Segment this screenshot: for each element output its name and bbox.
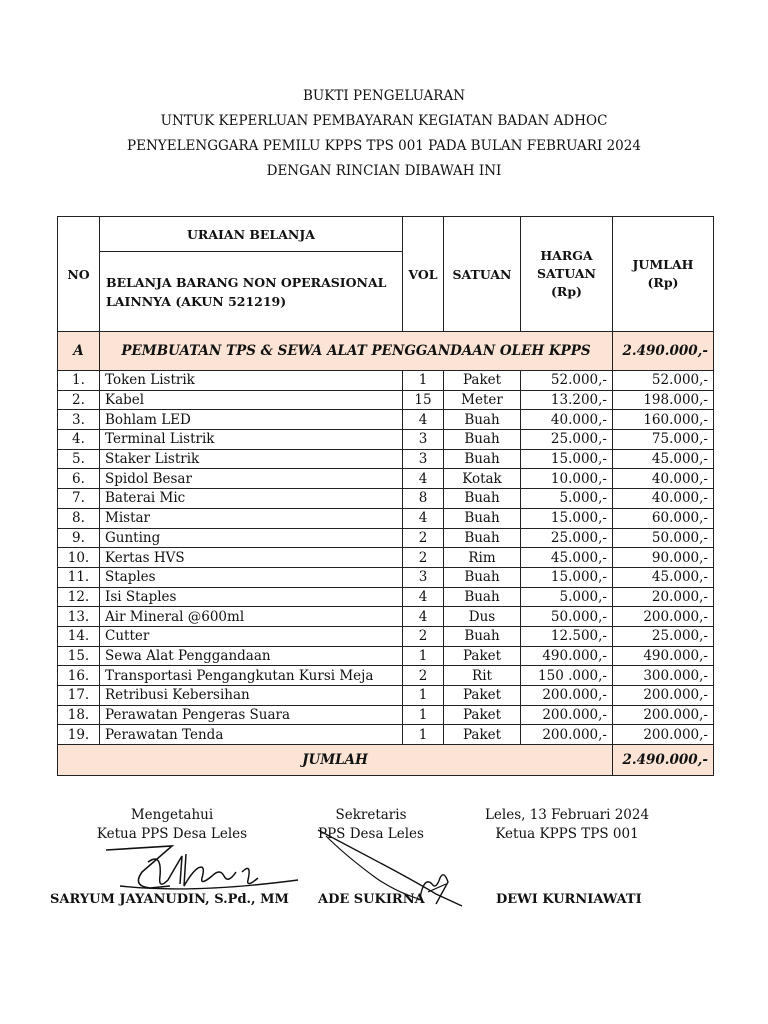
- row-no: 8.: [58, 508, 100, 528]
- expense-table: [57, 216, 714, 776]
- row-jumlah: 20.000,-: [613, 587, 714, 607]
- row-uraian: Gunting: [100, 528, 403, 548]
- sig-right-line1: Leles, 13 Februari 2024: [484, 807, 650, 823]
- row-vol: 2: [403, 528, 444, 548]
- row-satuan: Paket: [444, 705, 521, 725]
- section-amount: 2.490.000,-: [613, 332, 714, 371]
- row-harga: 200.000,-: [521, 686, 613, 706]
- row-no: 4.: [58, 430, 100, 450]
- row-no: 14.: [58, 626, 100, 646]
- table-row: [58, 607, 714, 627]
- row-satuan: Buah: [444, 567, 521, 587]
- row-vol: 4: [403, 469, 444, 489]
- row-satuan: Paket: [444, 371, 521, 391]
- row-vol: 3: [403, 567, 444, 587]
- row-vol: 2: [403, 626, 444, 646]
- row-jumlah: 160.000,-: [613, 410, 714, 430]
- signature-block-right: [474, 806, 660, 844]
- total-row: [58, 745, 714, 776]
- row-harga: 200.000,-: [521, 725, 613, 745]
- row-satuan: Meter: [444, 390, 521, 410]
- header-vol: VOL: [403, 217, 444, 332]
- row-uraian: Staker Listrik: [100, 449, 403, 469]
- row-vol: 2: [403, 666, 444, 686]
- row-uraian: Spidol Besar: [100, 469, 403, 489]
- row-jumlah: 198.000,-: [613, 390, 714, 410]
- row-no: 13.: [58, 607, 100, 627]
- row-no: 5.: [58, 449, 100, 469]
- row-harga: 5.000,-: [521, 587, 613, 607]
- row-jumlah: 200.000,-: [613, 705, 714, 725]
- row-harga: 45.000,-: [521, 548, 613, 568]
- row-vol: 4: [403, 508, 444, 528]
- row-harga: 52.000,-: [521, 371, 613, 391]
- heading-line-2: UNTUK KEPERLUAN PEMBAYARAN KEGIATAN BADAN ADHOC: [160, 113, 608, 129]
- table-row: [58, 567, 714, 587]
- row-vol: 4: [403, 607, 444, 627]
- row-uraian: Token Listrik: [100, 371, 403, 391]
- heading-line-1: BUKTI PENGELUARAN: [302, 88, 466, 104]
- row-vol: 1: [403, 725, 444, 745]
- row-jumlah: 25.000,-: [613, 626, 714, 646]
- row-uraian: Kabel: [100, 390, 403, 410]
- row-no: 10.: [58, 548, 100, 568]
- row-harga: 25.000,-: [521, 528, 613, 548]
- row-vol: 3: [403, 430, 444, 450]
- row-vol: 4: [403, 410, 444, 430]
- sig-left-line1: Mengetahui: [130, 807, 214, 823]
- row-harga: 490.000,-: [521, 646, 613, 666]
- header-uraian: URAIAN BELANJA: [100, 217, 403, 252]
- header-no: NO: [58, 217, 100, 332]
- row-harga: 15.000,-: [521, 508, 613, 528]
- total-label: JUMLAH: [58, 745, 613, 776]
- row-no: 6.: [58, 469, 100, 489]
- row-jumlah: 52.000,-: [613, 371, 714, 391]
- row-jumlah: 300.000,-: [613, 666, 714, 686]
- row-uraian: Retribusi Kebersihan: [100, 686, 403, 706]
- row-harga: 13.200,-: [521, 390, 613, 410]
- row-vol: 4: [403, 587, 444, 607]
- table-row: [58, 686, 714, 706]
- row-jumlah: 200.000,-: [613, 686, 714, 706]
- row-no: 1.: [58, 371, 100, 391]
- row-jumlah: 75.000,-: [613, 430, 714, 450]
- table-row: [58, 390, 714, 410]
- row-no: 2.: [58, 390, 100, 410]
- row-jumlah: 60.000,-: [613, 508, 714, 528]
- row-vol: 1: [403, 646, 444, 666]
- row-harga: 15.000,-: [521, 449, 613, 469]
- header-satuan: SATUAN: [444, 217, 521, 332]
- sig-right-line2: Ketua KPPS TPS 001: [495, 826, 639, 842]
- heading-line-3: PENYELENGGARA PEMILU KPPS TPS 001 PADA BULAN FEBRUARI 2024: [127, 138, 641, 154]
- table-row: [58, 489, 714, 509]
- table-row: [58, 705, 714, 725]
- header-jumlah: JUMLAH (Rp): [613, 217, 714, 332]
- row-vol: 1: [403, 705, 444, 725]
- row-harga: 40.000,-: [521, 410, 613, 430]
- table-row: [58, 587, 714, 607]
- row-satuan: Paket: [444, 686, 521, 706]
- sig-right-name: DEWI KURNIAWATI: [496, 892, 642, 907]
- row-no: 7.: [58, 489, 100, 509]
- sig-left-line2: Ketua PPS Desa Leles: [96, 826, 248, 842]
- row-vol: 3: [403, 449, 444, 469]
- row-vol: 1: [403, 686, 444, 706]
- row-jumlah: 200.000,-: [613, 725, 714, 745]
- table-row: [58, 508, 714, 528]
- row-uraian: Cutter: [100, 626, 403, 646]
- row-harga: 12.500,-: [521, 626, 613, 646]
- table-row: [58, 646, 714, 666]
- row-satuan: Rit: [444, 666, 521, 686]
- table-row: [58, 626, 714, 646]
- header-uraian-sub: BELANJA BARANG NON OPERASIONAL LAINNYA (AKUN 521219): [100, 252, 403, 332]
- row-uraian: Staples: [100, 567, 403, 587]
- row-satuan: Buah: [444, 528, 521, 548]
- row-uraian: Kertas HVS: [100, 548, 403, 568]
- table-row: [58, 548, 714, 568]
- row-vol: 15: [403, 390, 444, 410]
- row-uraian: Bohlam LED: [100, 410, 403, 430]
- row-jumlah: 50.000,-: [613, 528, 714, 548]
- total-amount: 2.490.000,-: [613, 745, 714, 776]
- row-vol: 2: [403, 548, 444, 568]
- header-harga: HARGA SATUAN (Rp): [521, 217, 613, 332]
- row-no: 9.: [58, 528, 100, 548]
- row-satuan: Buah: [444, 449, 521, 469]
- section-title: PEMBUATAN TPS & SEWA ALAT PENGGANDAAN OLEH KPPS: [100, 332, 613, 371]
- table-row: [58, 410, 714, 430]
- row-uraian: Transportasi Pengangkutan Kursi Meja: [100, 666, 403, 686]
- row-satuan: Buah: [444, 430, 521, 450]
- row-no: 12.: [58, 587, 100, 607]
- document-heading: [0, 84, 768, 184]
- sig-middle-line1: Sekretaris: [335, 807, 407, 823]
- row-vol: 1: [403, 371, 444, 391]
- row-harga: 50.000,-: [521, 607, 613, 627]
- table-row: [58, 371, 714, 391]
- row-no: 16.: [58, 666, 100, 686]
- row-uraian: Perawatan Pengeras Suara: [100, 705, 403, 725]
- signature-block-left: [82, 806, 262, 844]
- row-satuan: Buah: [444, 410, 521, 430]
- row-no: 17.: [58, 686, 100, 706]
- row-uraian: Air Mineral @600ml: [100, 607, 403, 627]
- row-uraian: Terminal Listrik: [100, 430, 403, 450]
- row-satuan: Paket: [444, 646, 521, 666]
- row-jumlah: 45.000,-: [613, 567, 714, 587]
- section-row: [58, 332, 714, 371]
- row-harga: 25.000,-: [521, 430, 613, 450]
- row-satuan: Buah: [444, 587, 521, 607]
- row-jumlah: 490.000,-: [613, 646, 714, 666]
- row-harga: 15.000,-: [521, 567, 613, 587]
- row-satuan: Buah: [444, 489, 521, 509]
- row-no: 11.: [58, 567, 100, 587]
- table-row: [58, 666, 714, 686]
- sig-middle-name: ADE SUKIRNA: [318, 892, 425, 907]
- table-row: [58, 469, 714, 489]
- row-uraian: Isi Staples: [100, 587, 403, 607]
- row-harga: 200.000,-: [521, 705, 613, 725]
- table-row: [58, 449, 714, 469]
- row-vol: 8: [403, 489, 444, 509]
- table-row: [58, 430, 714, 450]
- table-row: [58, 725, 714, 745]
- row-no: 19.: [58, 725, 100, 745]
- row-harga: 10.000,-: [521, 469, 613, 489]
- row-satuan: Rim: [444, 548, 521, 568]
- row-jumlah: 40.000,-: [613, 489, 714, 509]
- row-jumlah: 90.000,-: [613, 548, 714, 568]
- row-jumlah: 40.000,-: [613, 469, 714, 489]
- heading-line-4: DENGAN RINCIAN DIBAWAH INI: [266, 163, 502, 179]
- row-no: 15.: [58, 646, 100, 666]
- row-no: 18.: [58, 705, 100, 725]
- sig-middle-line2: PPS Desa Leles: [318, 826, 424, 842]
- row-harga: 150 .000,-: [521, 666, 613, 686]
- row-uraian: Perawatan Tenda: [100, 725, 403, 745]
- sig-left-name: SARYUM JAYANUDIN, S.Pd., MM: [50, 892, 289, 907]
- row-jumlah: 45.000,-: [613, 449, 714, 469]
- row-satuan: Buah: [444, 626, 521, 646]
- row-satuan: Kotak: [444, 469, 521, 489]
- row-uraian: Sewa Alat Penggandaan: [100, 646, 403, 666]
- row-uraian: Mistar: [100, 508, 403, 528]
- row-satuan: Dus: [444, 607, 521, 627]
- table-row: [58, 528, 714, 548]
- row-satuan: Paket: [444, 725, 521, 745]
- row-uraian: Baterai Mic: [100, 489, 403, 509]
- row-harga: 5.000,-: [521, 489, 613, 509]
- section-code: A: [58, 332, 100, 371]
- row-jumlah: 200.000,-: [613, 607, 714, 627]
- row-no: 3.: [58, 410, 100, 430]
- row-satuan: Buah: [444, 508, 521, 528]
